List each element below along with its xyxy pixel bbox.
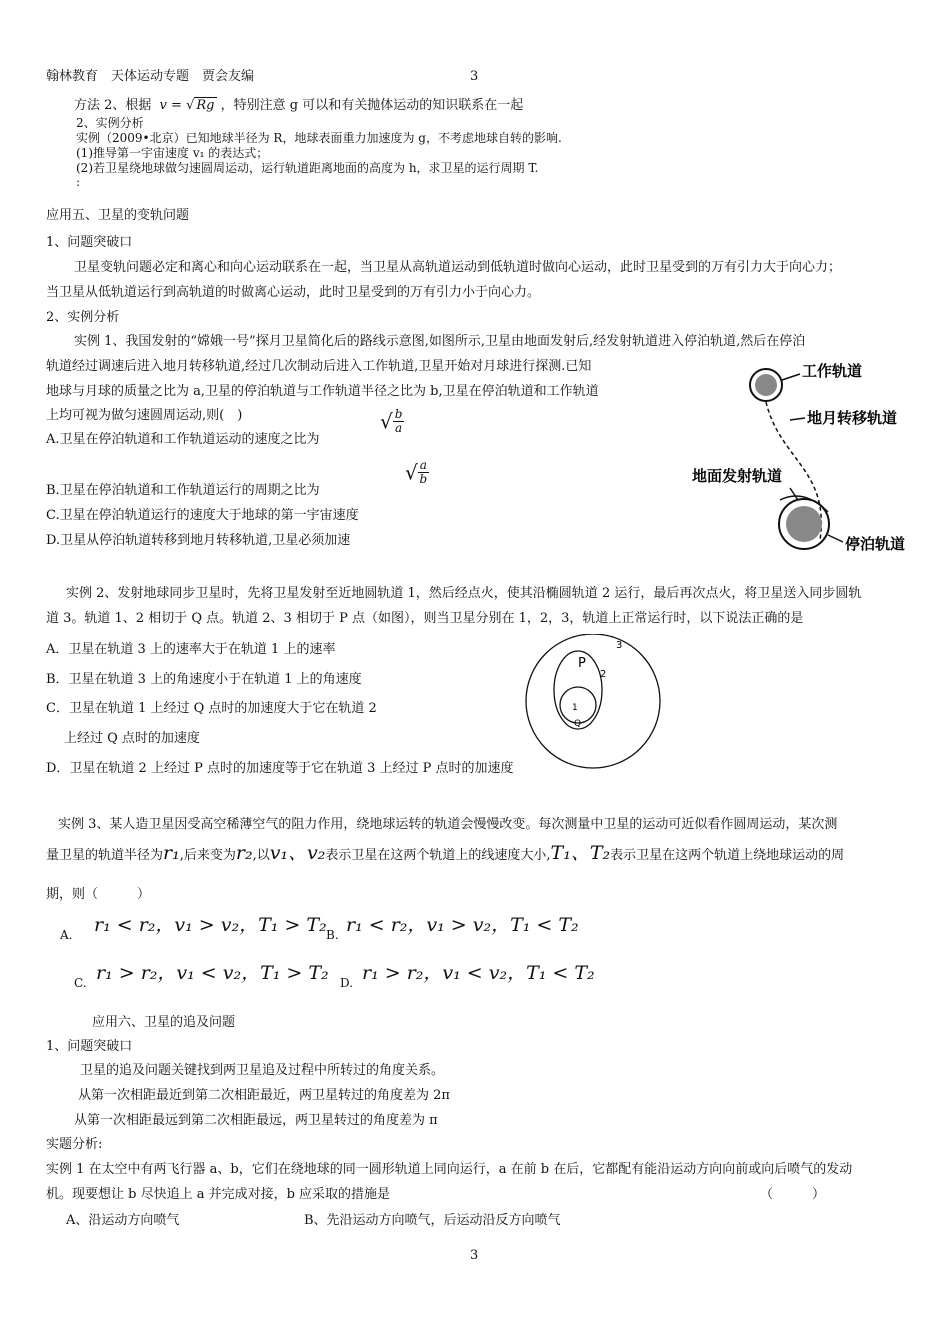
orbit-3-circle — [526, 634, 660, 768]
ex3-text: 表示卫星在这两个轨道上的线速度大小, — [325, 848, 551, 863]
app6-example-line-2: 机。现要想让 b 尽快追上 a 并完成对接，b 应采取的措施是 — [46, 1187, 391, 1202]
pointer-line — [828, 535, 843, 542]
app6-option-a: A、沿运动方向喷气 — [66, 1213, 180, 1228]
orbit-2-label: 2 — [600, 669, 607, 680]
earth-icon — [786, 506, 822, 542]
example-line-4: : — [76, 175, 81, 189]
app5-heading-2: 2、实例分析 — [46, 310, 120, 325]
ex3-text: 量卫星的轨道半径为 — [46, 848, 164, 863]
orbit-3-label: 3 — [616, 640, 623, 651]
ex3-option-a-label: A. — [60, 928, 73, 942]
ex3-option-d: r₁ > r₂，v₁ < v₂，T₁ < T₂ — [362, 962, 595, 984]
orbit-1-circle — [560, 687, 596, 723]
ex1-option-b: B.卫星在停泊轨道和工作轨道运行的周期之比为 — [46, 483, 320, 498]
formula-lhs: v — [159, 98, 167, 113]
header-page-number: 3 — [470, 69, 479, 84]
ex3-option-c: r₁ > r₂，v₁ < v₂，T₁ > T₂ — [96, 962, 329, 984]
ex3-option-c-label: C. — [74, 976, 87, 990]
orbit-1-label: 1 — [572, 703, 578, 713]
app6-paragraph-1: 卫星的追及问题关键找到两卫星追及过程中所转过的角度关系。 — [80, 1063, 445, 1078]
fraction-denominator: a — [395, 421, 403, 436]
t-symbols: T₁、T₂ — [550, 842, 611, 864]
ex3-option-a: r₁ < r₂，v₁ > v₂，T₁ > T₂ — [94, 914, 327, 936]
point-q-label: Q — [574, 719, 582, 729]
ex3-option-d-label: D. — [340, 976, 354, 990]
ex2-option-a: A．卫星在轨道 3 上的速率大于在轨道 1 上的速率 — [46, 642, 336, 657]
app6-paragraph-3: 从第一次相距最远到第二次相距最远，两卫星转过的角度差为 π — [74, 1113, 438, 1128]
ex3-text: 表示卫星在这两个轨道上绕地球运动的周 — [610, 848, 845, 863]
answer-bracket: （ ） — [760, 1187, 826, 1202]
point-p-label: P — [578, 656, 586, 671]
app6-paragraph-2: 从第一次相距最近到第二次相距最近，两卫星转过的角度差为 2π — [78, 1088, 450, 1103]
ex1-option-c: C.卫星在停泊轨道运行的速度大于地球的第一宇宙速度 — [46, 508, 359, 523]
ex1-line-2: 轨道经过调速后进入地月转移轨道,经过几次制动后进入工作轨道,卫星开始对月球进行探测.已知 — [46, 359, 592, 374]
ex2-line-2: 道 3。轨道 1、2 相切于 Q 点。轨道 2、3 相切于 P 点（如图），则当卫星分别在 1，2，3，轨道上正常运行时，以下说法正确的是 — [46, 611, 804, 626]
ex3-text: ,以 — [252, 848, 270, 863]
launch-orbit-label: 地面发射轨道 — [692, 467, 783, 485]
ex2-option-c-2: 上经过 Q 点时的加速度 — [64, 731, 200, 746]
section-title-app5: 应用五、卫星的变轨问题 — [46, 208, 190, 223]
ex2-line-1: 实例 2、发射地球同步卫星时，先将卫星发射至近地圆轨道 1，然后经点火，使其沿椭圆轨道 2 运行，最后再次点火，将卫星送入同步圆轨 — [66, 586, 862, 601]
formula-radicand: Rg — [196, 98, 215, 113]
app5-paragraph-1a: 卫星变轨问题必定和离心和向心运动联系在一起，当卫星从高轨道运动到低轨道时做向心运动，此时卫星受到的万有引力大于向心力； — [74, 260, 842, 275]
ex3-option-b-label: B. — [326, 928, 339, 942]
app5-heading-1: 1、问题突破口 — [46, 235, 133, 250]
transfer-orbit-figure — [518, 634, 668, 769]
pointer-line — [790, 488, 798, 500]
method2-line: 方法 2、根据 v = √ Rg ，特别注意 g 可以和有关抛体运动的知识联系在一起 — [74, 98, 524, 113]
footer-page-number: 3 — [470, 1248, 479, 1263]
ex1-option-b-fraction: √ $\frac{a}{b}$ — [405, 458, 428, 487]
ex3-option-b: r₁ < r₂，v₁ > v₂，T₁ < T₂ — [346, 914, 579, 936]
v-symbols: v₁、v₂ — [269, 842, 326, 864]
ex3-text: ,后来变为 — [179, 848, 236, 863]
fraction-numerator: b — [394, 407, 403, 421]
r2-symbol: r₂ — [235, 842, 253, 864]
ex1-line-1: 实例 1、我国发射的“嫦娥一号”探月卫星简化后的路线示意图,如图所示,卫星由地面发射后,经发射轨道进入停泊轨道,然后在停泊 — [74, 334, 806, 349]
fraction-numerator: a — [419, 458, 427, 472]
app6-option-b: B、先沿运动方向喷气，后运动沿反方向喷气 — [304, 1213, 561, 1228]
ex3-line-1: 实例 3、某人造卫星因受高空稀薄空气的阻力作用，绕地球运转的轨道会慢慢改变。每次测量中卫星的运动可近似看作圆周运动，某次测 — [58, 817, 838, 832]
pointer-line — [790, 418, 805, 420]
fraction-denominator: b — [419, 472, 428, 487]
pointer-line — [782, 374, 800, 380]
example-line-3: (2)若卫星绕地球做匀速圆周运动，运行轨道距离地面的高度为 h，求卫星的运行周期 T. — [76, 161, 539, 175]
app5-paragraph-1b: 当卫星从低轨道运行到高轨道的时做离心运动，此时卫星受到的万有引力小于向心力。 — [46, 285, 541, 300]
ex2-option-d: D．卫星在轨道 2 上经过 P 点时的加速度等于它在轨道 3 上经过 P 点时的加速度 — [46, 761, 514, 776]
ex2-option-b: B．卫星在轨道 3 上的角速度小于在轨道 1 上的角速度 — [46, 672, 362, 687]
app6-heading-2: 实题分析: — [46, 1137, 103, 1152]
transfer-orbit-label: 地月转移轨道 — [807, 409, 898, 427]
ex1-option-d: D.卫星从停泊轨道转移到地月转移轨道,卫星必须加速 — [46, 533, 351, 548]
ex1-option-a: A.卫星在停泊轨道和工作轨道运动的速度之比为 — [46, 432, 320, 447]
ex3-line-2 — [46, 842, 844, 865]
lunar-orbit-figure — [680, 350, 920, 565]
example-line-1: 实例（2009•北京）已知地球半径为 R，地球表面重力加速度为 g，不考虑地球自转的影响. — [76, 131, 562, 145]
sqrt-sign: √ — [186, 98, 195, 113]
ex2-option-c-1: C．卫星在轨道 1 上经过 Q 点时的加速度大于它在轨道 2 — [46, 701, 377, 716]
page-header: 翰林教育 天体运动专题 贾会友编 — [46, 69, 255, 84]
ex1-line-4: 上均可视为做匀速圆周运动,则( ) — [46, 408, 243, 423]
moon-icon — [755, 374, 777, 396]
app6-example-line-1: 实例 1 在太空中有两飞行器 a、b，它们在绕地球的同一圆形轨道上同向运行，a 在前 b 在后，它都配有能沿运动方向向前或向后喷气的发动 — [46, 1162, 853, 1177]
method2-suffix: ，特别注意 g 可以和有关抛体运动的知识联系在一起 — [220, 98, 524, 113]
ex3-line-3: 期，则（ ） — [46, 887, 151, 902]
work-orbit-label: 工作轨道 — [802, 362, 863, 380]
method2-prefix: 方法 2、根据 — [74, 98, 152, 113]
example-line-2: (1)推导第一宇宙速度 v₁ 的表达式； — [76, 146, 269, 160]
section-title-app6: 应用六、卫星的追及问题 — [92, 1015, 236, 1030]
parking-orbit-label: 停泊轨道 — [845, 535, 906, 553]
app6-heading-1: 1、问题突破口 — [46, 1039, 133, 1054]
ex1-option-a-fraction: √ $\frac{b}{a}$ — [380, 407, 403, 436]
example-heading: 2、实例分析 — [76, 116, 144, 130]
ex1-line-3: 地球与月球的质量之比为 a,卫星的停泊轨道与工作轨道半径之比为 b,卫星在停泊轨道和工作轨道 — [46, 384, 599, 399]
r1-symbol: r₁ — [163, 842, 180, 864]
